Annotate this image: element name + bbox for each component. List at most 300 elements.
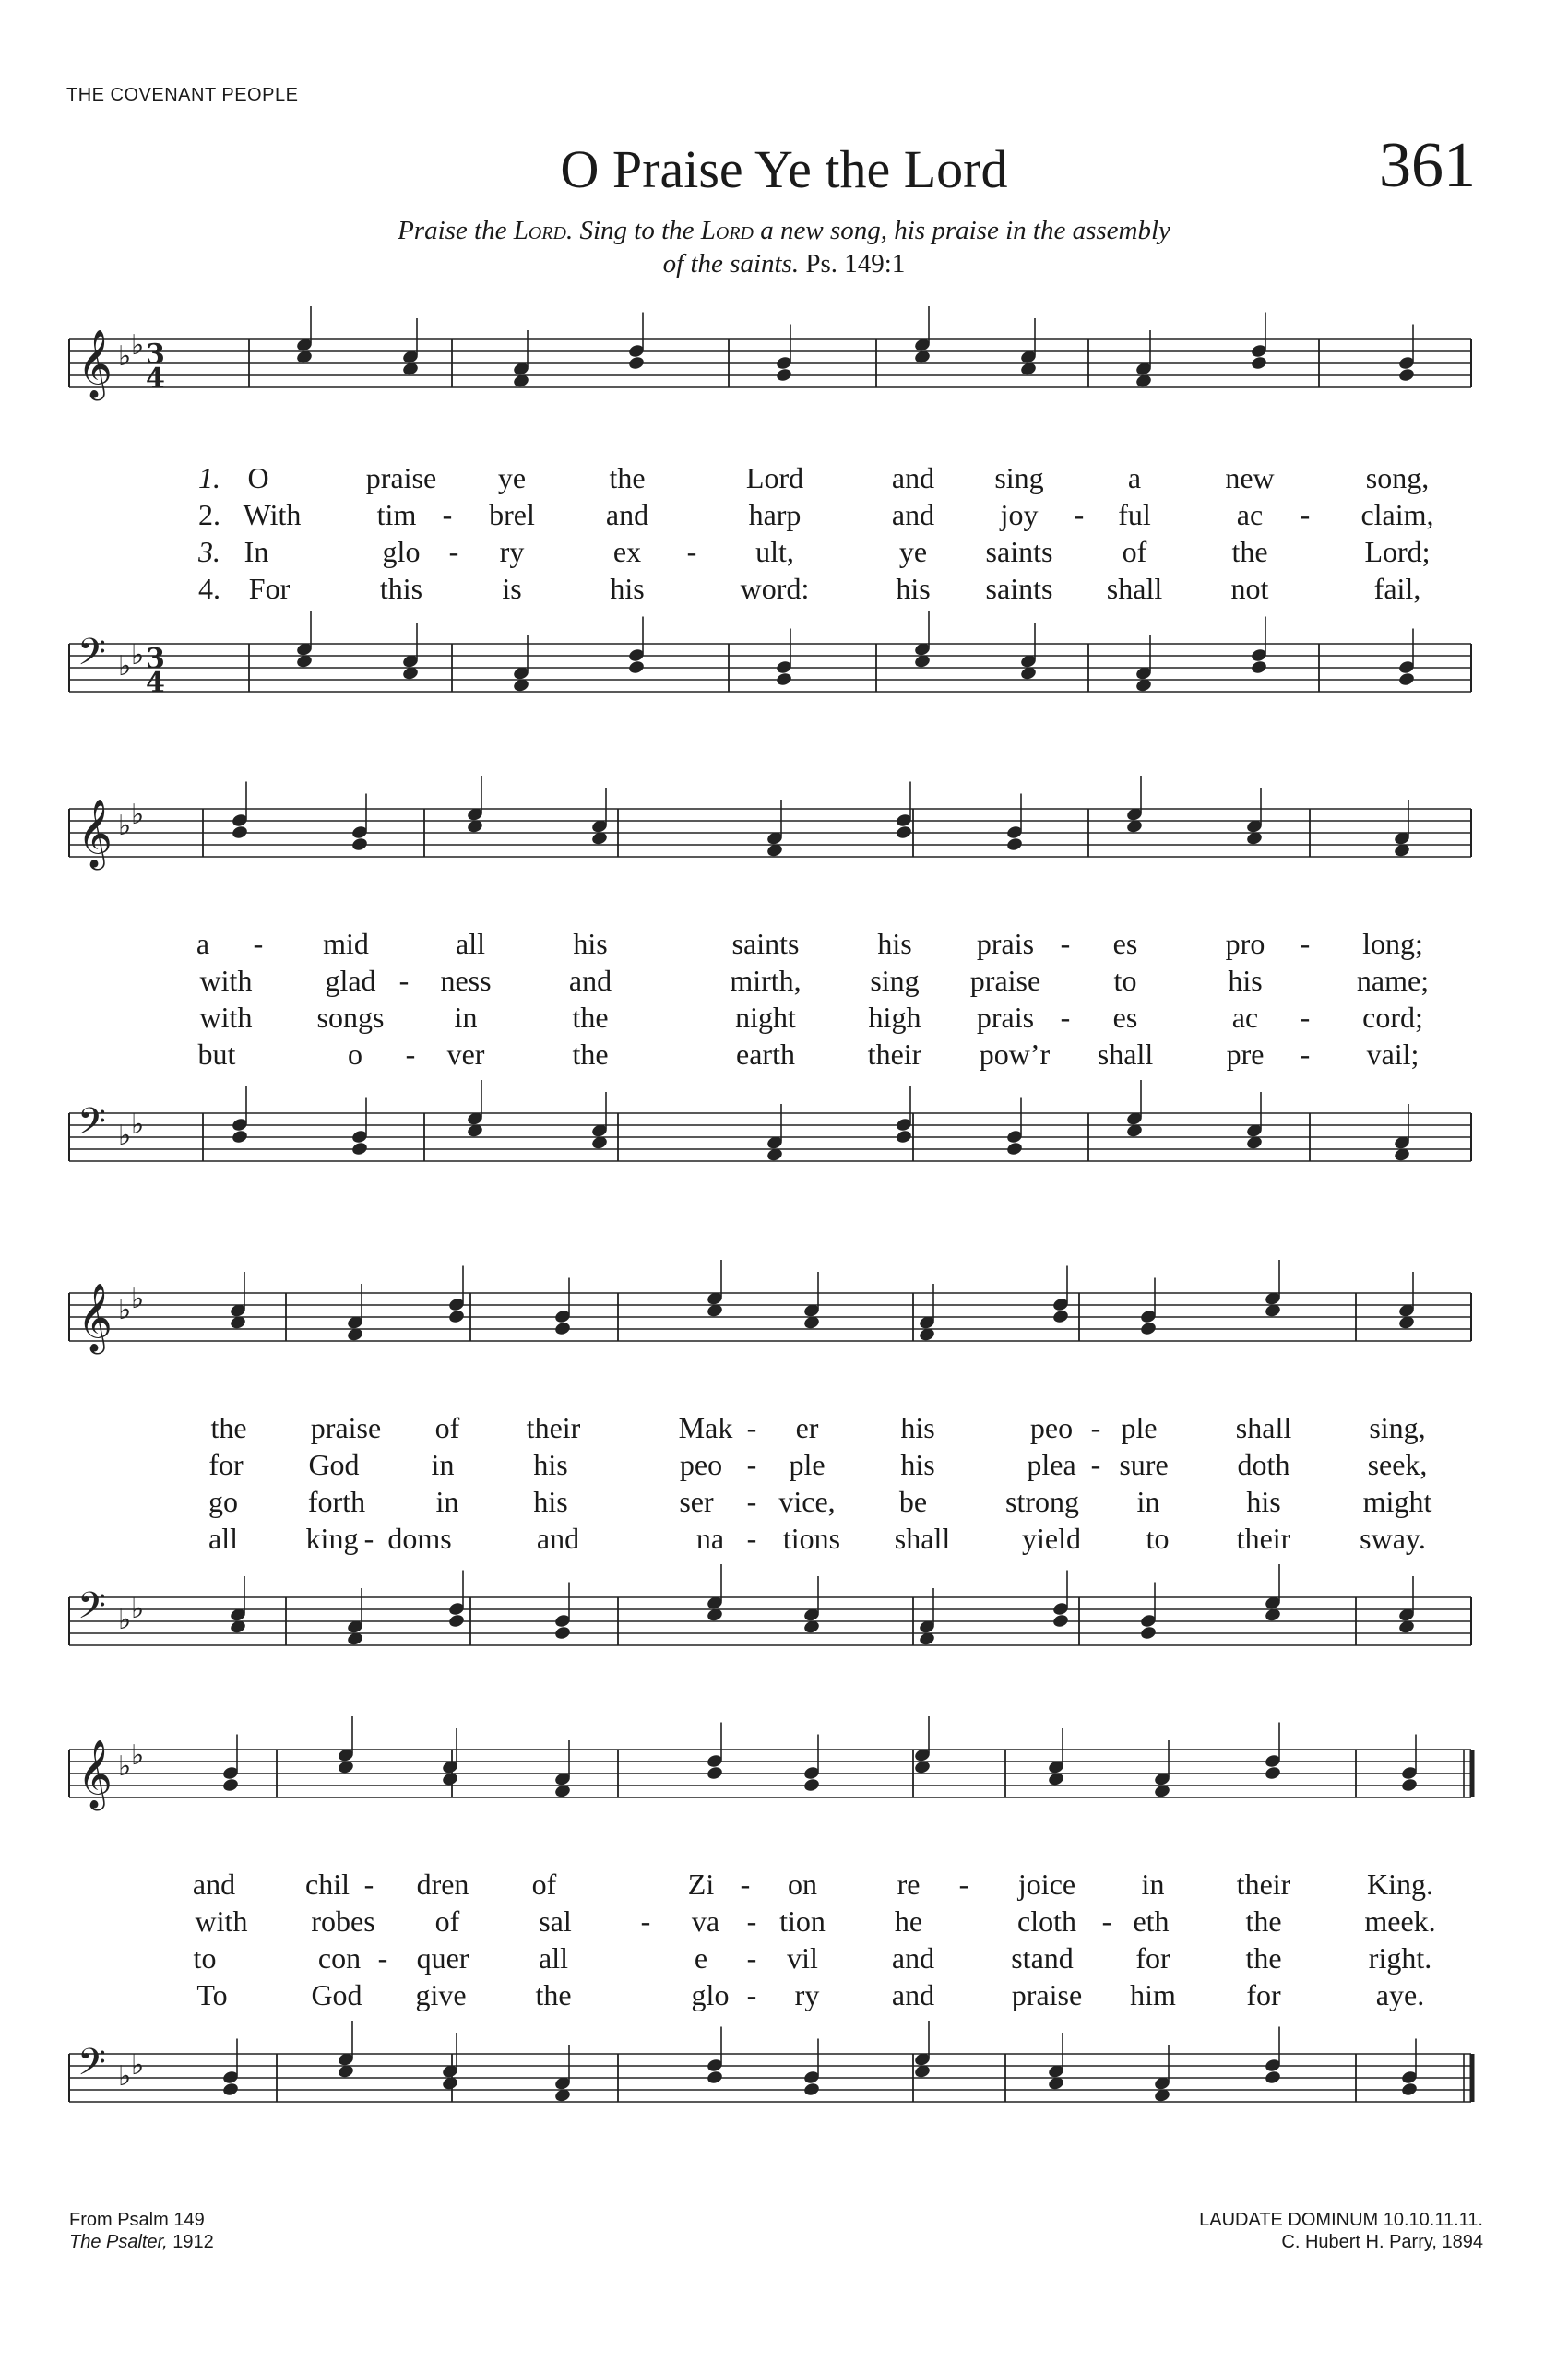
lyric-syllable: is <box>502 572 522 605</box>
lyric-syllable: forth <box>307 1485 366 1518</box>
lyric-syllable: robes <box>311 1904 375 1938</box>
lyric-syllable: - <box>363 1868 374 1901</box>
lyric-syllable: ple <box>1121 1411 1158 1444</box>
lyric-syllable: quer <box>416 1941 469 1975</box>
lyric-syllable: and <box>536 1522 580 1555</box>
lyric-syllable: to <box>193 1941 217 1975</box>
time-signature-top: 3 <box>146 338 165 371</box>
lyric-syllable: sal <box>539 1904 572 1938</box>
lyric-syllable: - <box>405 1038 416 1071</box>
flat-sign: ♭ <box>118 1294 132 1326</box>
epigraph-lord: Lord <box>700 216 754 245</box>
note-head <box>802 2082 820 2097</box>
lyric-syllable: - <box>1090 1448 1101 1481</box>
verse-number: 4. <box>198 572 220 605</box>
note-head <box>447 1613 465 1629</box>
lyric-syllable: - <box>740 1868 751 1901</box>
lyric-syllable: ult, <box>755 535 794 568</box>
note-head <box>350 836 368 852</box>
verse-1-lyrics <box>65 461 1476 498</box>
flat-sign: ♭ <box>118 1120 132 1152</box>
lyric-syllable: long; <box>1362 927 1423 960</box>
flat-sign: ♭ <box>118 1750 132 1783</box>
lyric-syllable: na <box>695 1522 725 1555</box>
treble-clef: 𝄞 <box>77 1284 113 1352</box>
note-head <box>1264 2070 1281 2085</box>
lyric-syllable: glo <box>691 1978 730 2011</box>
note-head <box>221 1777 239 1793</box>
lyric-syllable: e <box>694 1941 708 1975</box>
note-head <box>231 825 248 840</box>
lyric-syllable: sing <box>994 461 1044 494</box>
lyric-syllable: him <box>1130 1978 1176 2011</box>
lyric-syllable: claim, <box>1360 498 1434 531</box>
lyric-syllable: - <box>1060 927 1071 960</box>
flat-sign: ♭ <box>131 1109 145 1141</box>
lyric-syllable: praise <box>365 461 437 494</box>
epigraph-text: a new song, his praise in the assembly <box>754 216 1170 245</box>
lyric-syllable: all <box>539 1941 568 1975</box>
lyric-syllable: his <box>533 1448 568 1481</box>
lyric-syllable: and <box>891 1978 935 2011</box>
lyric-syllable: - <box>686 535 697 568</box>
lyric-syllable: - <box>1074 498 1085 531</box>
verse-2-lyrics <box>65 1904 1476 1941</box>
composer: C. Hubert H. Parry, 1894 <box>1281 2232 1483 2252</box>
verse-4-lyrics <box>65 1522 1476 1559</box>
lyric-syllable: saints <box>985 535 1053 568</box>
lyric-syllable: con <box>317 1941 362 1975</box>
lyric-syllable: va <box>691 1904 720 1938</box>
lyric-syllable: and <box>605 498 649 531</box>
note-head <box>553 1625 571 1641</box>
lyric-syllable: a <box>196 927 210 960</box>
lyric-syllable: fail, <box>1373 572 1421 605</box>
note-head <box>706 2070 723 2085</box>
lyric-syllable: his <box>533 1485 568 1518</box>
note-head <box>1250 355 1267 371</box>
flat-sign: ♭ <box>118 2060 132 2093</box>
lyric-syllable: pro <box>1225 927 1265 960</box>
lyric-syllable: O <box>247 461 269 494</box>
lyric-syllable: ex <box>612 535 642 568</box>
lyric-syllable: to <box>1146 1522 1170 1555</box>
lyric-syllable: tion <box>779 1904 826 1938</box>
flat-sign: ♭ <box>131 2049 145 2082</box>
note-head <box>895 825 912 840</box>
lyric-syllable: for <box>208 1448 244 1481</box>
note-head <box>1139 1625 1157 1641</box>
note-head <box>1397 671 1415 687</box>
lyric-syllable: - <box>363 1522 374 1555</box>
lyric-syllable: For <box>248 572 291 605</box>
lyric-syllable: ness <box>440 964 492 997</box>
lyric-syllable: their <box>1236 1868 1291 1901</box>
lyric-syllable: - <box>746 1485 757 1518</box>
treble-clef: 𝄞 <box>77 330 113 398</box>
lyric-syllable: shall <box>1097 1038 1154 1071</box>
verse-2-lyrics <box>65 498 1476 535</box>
lyric-syllable: be <box>898 1485 928 1518</box>
lyric-syllable: - <box>746 1448 757 1481</box>
music-system-2 <box>65 756 1476 1217</box>
lyric-syllable: mid <box>323 927 369 960</box>
note-head <box>1397 367 1415 383</box>
lyric-syllable: With <box>243 498 302 531</box>
bass-clef: 𝄢 <box>77 2041 106 2093</box>
lyric-syllable: doth <box>1237 1448 1290 1481</box>
lyric-syllable: his <box>610 572 645 605</box>
lyric-syllable: might <box>1362 1485 1432 1518</box>
lyric-syllable: with <box>199 964 253 997</box>
lyric-syllable: eth <box>1133 1904 1170 1938</box>
lyric-syllable: right. <box>1368 1941 1432 1975</box>
lyric-syllable: glad <box>325 964 376 997</box>
time-signature-bottom: 4 <box>146 667 165 699</box>
lyric-syllable: their <box>867 1038 922 1071</box>
lyric-syllable: the <box>1231 535 1268 568</box>
lyric-syllable: in <box>435 1485 459 1518</box>
lyric-syllable: - <box>448 535 459 568</box>
lyric-syllable: of <box>434 1904 460 1938</box>
note-head <box>350 1141 368 1157</box>
lyric-syllable: - <box>746 1978 757 2011</box>
flat-sign: ♭ <box>118 340 132 373</box>
lyric-syllable: name; <box>1356 964 1430 997</box>
note-head <box>1400 1777 1418 1793</box>
note-head <box>1139 1321 1157 1336</box>
text-source: From Psalm 149 <box>69 2210 205 2230</box>
note-head <box>895 1129 912 1145</box>
lyric-syllable: re <box>897 1868 921 1901</box>
verse-3-lyrics <box>65 1941 1476 1978</box>
lyric-syllable: night <box>735 1001 796 1034</box>
lyric-syllable: ac <box>1236 498 1264 531</box>
verse-1-lyrics <box>65 927 1476 964</box>
lyric-syllable: of <box>1122 535 1147 568</box>
music-system-3 <box>65 1236 1476 1679</box>
lyric-syllable: mirth, <box>730 964 802 997</box>
lyric-syllable: God <box>308 1448 360 1481</box>
lyric-syllable: the <box>572 1038 609 1071</box>
tune-name: LAUDATE DOMINUM 10.10.11.11. <box>1199 2210 1483 2230</box>
lyric-syllable: word: <box>740 572 810 605</box>
note-head <box>627 659 645 675</box>
lyric-syllable: yield <box>1022 1522 1081 1555</box>
lyric-syllable: for <box>1246 1978 1281 2011</box>
lyric-syllable: his <box>877 927 912 960</box>
lyric-syllable: harp <box>748 498 802 531</box>
lyric-syllable: sway. <box>1360 1522 1426 1555</box>
lyric-syllable: ful <box>1118 498 1151 531</box>
note-head <box>231 1129 248 1145</box>
hymn-title: O Praise Ye the Lord <box>560 139 1008 199</box>
lyric-syllable: pow’r <box>979 1038 1051 1071</box>
lyric-syllable: to <box>1113 964 1137 997</box>
time-signature-bottom: 4 <box>146 362 165 395</box>
flat-sign: ♭ <box>131 1283 145 1315</box>
flat-sign: ♭ <box>118 810 132 842</box>
lyric-syllable: with <box>195 1904 248 1938</box>
lyric-syllable: - <box>398 964 410 997</box>
lyric-syllable: peo <box>1029 1411 1074 1444</box>
lyric-syllable: songs <box>316 1001 385 1034</box>
lyric-syllable: sing <box>870 964 920 997</box>
hymn-number: 361 <box>1379 130 1476 201</box>
lyric-syllable: doms <box>387 1522 452 1555</box>
music-system-1 <box>65 277 1476 738</box>
lyric-syllable: joy <box>1000 498 1039 531</box>
note-head <box>627 355 645 371</box>
lyric-syllable: a <box>1127 461 1142 494</box>
lyric-syllable: - <box>1300 1038 1311 1071</box>
lyric-syllable: saints <box>985 572 1053 605</box>
verse-4-lyrics <box>65 572 1476 609</box>
note-head <box>1264 1765 1281 1781</box>
lyric-syllable: pre <box>1226 1038 1265 1071</box>
verse-number: 2. <box>198 498 220 531</box>
lyric-syllable: sing, <box>1369 1411 1426 1444</box>
lyric-syllable: earth <box>736 1038 795 1071</box>
flat-sign: ♭ <box>131 1739 145 1772</box>
verse-1-lyrics <box>65 1868 1476 1904</box>
epigraph-text: . Sing to the <box>565 216 701 245</box>
lyric-syllable: his <box>1246 1485 1281 1518</box>
lyric-syllable: Zi <box>687 1868 715 1901</box>
bass-clef: 𝄢 <box>77 1584 106 1636</box>
lyric-syllable: new <box>1225 461 1275 494</box>
verse-3-lyrics <box>65 535 1476 572</box>
note-head <box>1051 1613 1069 1629</box>
verse-1-lyrics <box>65 1411 1476 1448</box>
lyric-syllable: cord; <box>1362 1001 1423 1034</box>
verse-3-lyrics <box>65 1001 1476 1038</box>
lyric-syllable: in <box>1136 1485 1160 1518</box>
lyric-syllable: of <box>434 1411 460 1444</box>
lyric-syllable: his <box>900 1448 935 1481</box>
lyric-syllable: his <box>896 572 931 605</box>
lyric-syllable: and <box>568 964 612 997</box>
lyric-syllable: seek, <box>1367 1448 1428 1481</box>
lyric-syllable: Lord; <box>1364 535 1431 568</box>
lyric-syllable: ry <box>499 535 525 568</box>
lyric-syllable: ac <box>1231 1001 1259 1034</box>
text-credits <box>69 2209 214 2253</box>
lyric-syllable: - <box>746 1904 757 1938</box>
flat-sign: ♭ <box>131 1593 145 1625</box>
note-head <box>1400 2082 1418 2097</box>
lyric-syllable: in <box>454 1001 478 1034</box>
lyric-syllable: all <box>208 1522 238 1555</box>
epigraph <box>277 214 1291 280</box>
verse-3-lyrics <box>65 1485 1476 1522</box>
lyric-syllable: praise <box>310 1411 382 1444</box>
lyric-syllable: aye. <box>1375 1978 1425 2011</box>
note-head <box>1250 659 1267 675</box>
lyric-syllable: vil <box>787 1941 818 1975</box>
lyric-syllable: the <box>210 1411 247 1444</box>
lyric-syllable: their <box>1236 1522 1291 1555</box>
lyric-syllable: prais <box>976 1001 1035 1034</box>
lyric-syllable: not <box>1230 572 1269 605</box>
lyric-syllable: ye <box>497 461 527 494</box>
lyric-syllable: strong <box>1005 1485 1079 1518</box>
note-head <box>553 1321 571 1336</box>
verse-2-lyrics <box>65 1448 1476 1485</box>
lyric-syllable: the <box>1245 1941 1282 1975</box>
lyric-syllable: To <box>196 1978 228 2011</box>
lyric-syllable: for <box>1135 1941 1170 1975</box>
lyric-syllable: the <box>609 461 646 494</box>
time-signature-top: 3 <box>146 643 165 675</box>
music-system-4 <box>65 1697 1476 2140</box>
lyric-syllable: this <box>379 572 423 605</box>
flat-sign: ♭ <box>118 650 132 682</box>
lyric-syllable: o <box>348 1038 362 1071</box>
epigraph-lord: Lord <box>513 216 566 245</box>
psalter-title: The Psalter, <box>69 2232 168 2252</box>
lyric-syllable: on <box>788 1868 817 1901</box>
lyric-syllable: brel <box>489 498 535 531</box>
note-head <box>775 671 792 687</box>
verse-2-lyrics <box>65 964 1476 1001</box>
lyric-syllable: chil <box>305 1868 350 1901</box>
lyric-syllable: es <box>1112 927 1138 960</box>
lyric-syllable: and <box>891 1941 935 1975</box>
lyric-syllable: his <box>573 927 608 960</box>
lyric-syllable: but <box>197 1038 236 1071</box>
lyric-syllable: and <box>891 461 935 494</box>
lyric-syllable: vail; <box>1366 1038 1420 1071</box>
psalter-year: 1912 <box>172 2232 214 2252</box>
flat-sign: ♭ <box>131 329 145 362</box>
lyric-syllable: tim <box>376 498 417 531</box>
section-label: THE COVENANT PEOPLE <box>66 85 299 105</box>
lyric-syllable: plea <box>1027 1448 1076 1481</box>
treble-clef: 𝄞 <box>77 1740 113 1809</box>
lyric-syllable: praise <box>1011 1978 1083 2011</box>
lyric-syllable: his <box>1228 964 1263 997</box>
verse-4-lyrics <box>65 1978 1476 2015</box>
lyric-syllable: - <box>746 1522 757 1555</box>
lyric-syllable: shall <box>894 1522 951 1555</box>
lyric-syllable: high <box>868 1001 921 1034</box>
lyric-syllable: meek. <box>1364 1904 1436 1938</box>
flat-sign: ♭ <box>131 799 145 831</box>
note-head <box>775 367 792 383</box>
lyric-syllable: he <box>894 1904 923 1938</box>
lyric-syllable: ple <box>789 1448 826 1481</box>
lyric-syllable: joice <box>1017 1868 1076 1901</box>
note-head <box>1005 1141 1023 1157</box>
lyric-syllable: his <box>900 1411 935 1444</box>
lyric-syllable: ver <box>446 1038 485 1071</box>
note-head <box>447 1309 465 1324</box>
lyric-syllable: - <box>442 498 453 531</box>
lyric-syllable: ry <box>794 1978 820 2011</box>
lyric-syllable: shall <box>1235 1411 1292 1444</box>
lyric-syllable: - <box>746 1411 757 1444</box>
flat-sign: ♭ <box>118 1604 132 1636</box>
lyric-syllable: and <box>192 1868 236 1901</box>
lyric-syllable: In <box>244 535 269 568</box>
lyric-syllable: - <box>1060 1001 1071 1034</box>
note-head <box>221 2082 239 2097</box>
lyric-syllable: - <box>746 1941 757 1975</box>
lyric-syllable: their <box>526 1411 581 1444</box>
lyric-syllable: praise <box>969 964 1041 997</box>
lyric-syllable: - <box>1300 1001 1311 1034</box>
lyric-syllable: cloth <box>1017 1904 1076 1938</box>
lyric-syllable: saints <box>731 927 800 960</box>
lyric-syllable: the <box>535 1978 572 2011</box>
lyric-syllable: stand <box>1011 1941 1074 1975</box>
lyric-syllable: Lord <box>745 461 804 494</box>
lyric-syllable: go <box>208 1485 238 1518</box>
note-head <box>1005 836 1023 852</box>
epigraph-text: Praise the <box>398 216 514 245</box>
lyric-syllable: - <box>253 927 264 960</box>
lyric-syllable: the <box>1245 1904 1282 1938</box>
lyric-syllable: of <box>531 1868 557 1901</box>
lyric-syllable: all <box>456 927 485 960</box>
lyric-syllable: the <box>572 1001 609 1034</box>
treble-clef: 𝄞 <box>77 800 113 868</box>
lyric-syllable: and <box>891 498 935 531</box>
lyric-syllable: glo <box>382 535 421 568</box>
lyric-syllable: sure <box>1119 1448 1169 1481</box>
lyric-syllable: - <box>1300 927 1311 960</box>
lyric-syllable: in <box>1141 1868 1165 1901</box>
note-head <box>706 1765 723 1781</box>
lyric-syllable: ye <box>898 535 928 568</box>
bass-clef: 𝄢 <box>77 1100 106 1152</box>
lyric-syllable: with <box>199 1001 253 1034</box>
lyric-syllable: - <box>1300 498 1311 531</box>
lyric-syllable: - <box>1101 1904 1112 1938</box>
lyric-syllable: tions <box>782 1522 841 1555</box>
lyric-syllable: dren <box>416 1868 469 1901</box>
lyric-syllable: God <box>311 1978 362 2011</box>
tune-credits <box>1199 2209 1483 2253</box>
lyric-syllable: - <box>640 1904 651 1938</box>
lyric-syllable: King. <box>1367 1868 1433 1901</box>
lyric-syllable: ser <box>679 1485 714 1518</box>
lyric-syllable: give <box>415 1978 467 2011</box>
note-head <box>1051 1309 1069 1324</box>
lyric-syllable: in <box>431 1448 455 1481</box>
lyric-syllable: shall <box>1106 572 1163 605</box>
verse-number: 1. <box>198 461 220 494</box>
flat-sign: ♭ <box>131 639 145 671</box>
verse-4-lyrics <box>65 1038 1476 1074</box>
lyric-syllable: - <box>377 1941 388 1975</box>
verse-number: 3. <box>198 535 220 568</box>
lyric-syllable: er <box>795 1411 819 1444</box>
lyric-syllable: es <box>1112 1001 1138 1034</box>
epigraph-text: of the saints. <box>662 249 800 279</box>
lyric-syllable: - <box>1090 1411 1101 1444</box>
lyric-syllable: king <box>305 1522 359 1555</box>
lyric-syllable: prais <box>976 927 1035 960</box>
lyric-syllable: Mak <box>678 1411 733 1444</box>
bass-clef: 𝄢 <box>77 631 106 682</box>
scripture-reference: Ps. 149:1 <box>805 249 906 279</box>
lyric-syllable: song, <box>1365 461 1430 494</box>
lyric-syllable: - <box>958 1868 969 1901</box>
lyric-syllable: vice, <box>778 1485 836 1518</box>
note-head <box>802 1777 820 1793</box>
